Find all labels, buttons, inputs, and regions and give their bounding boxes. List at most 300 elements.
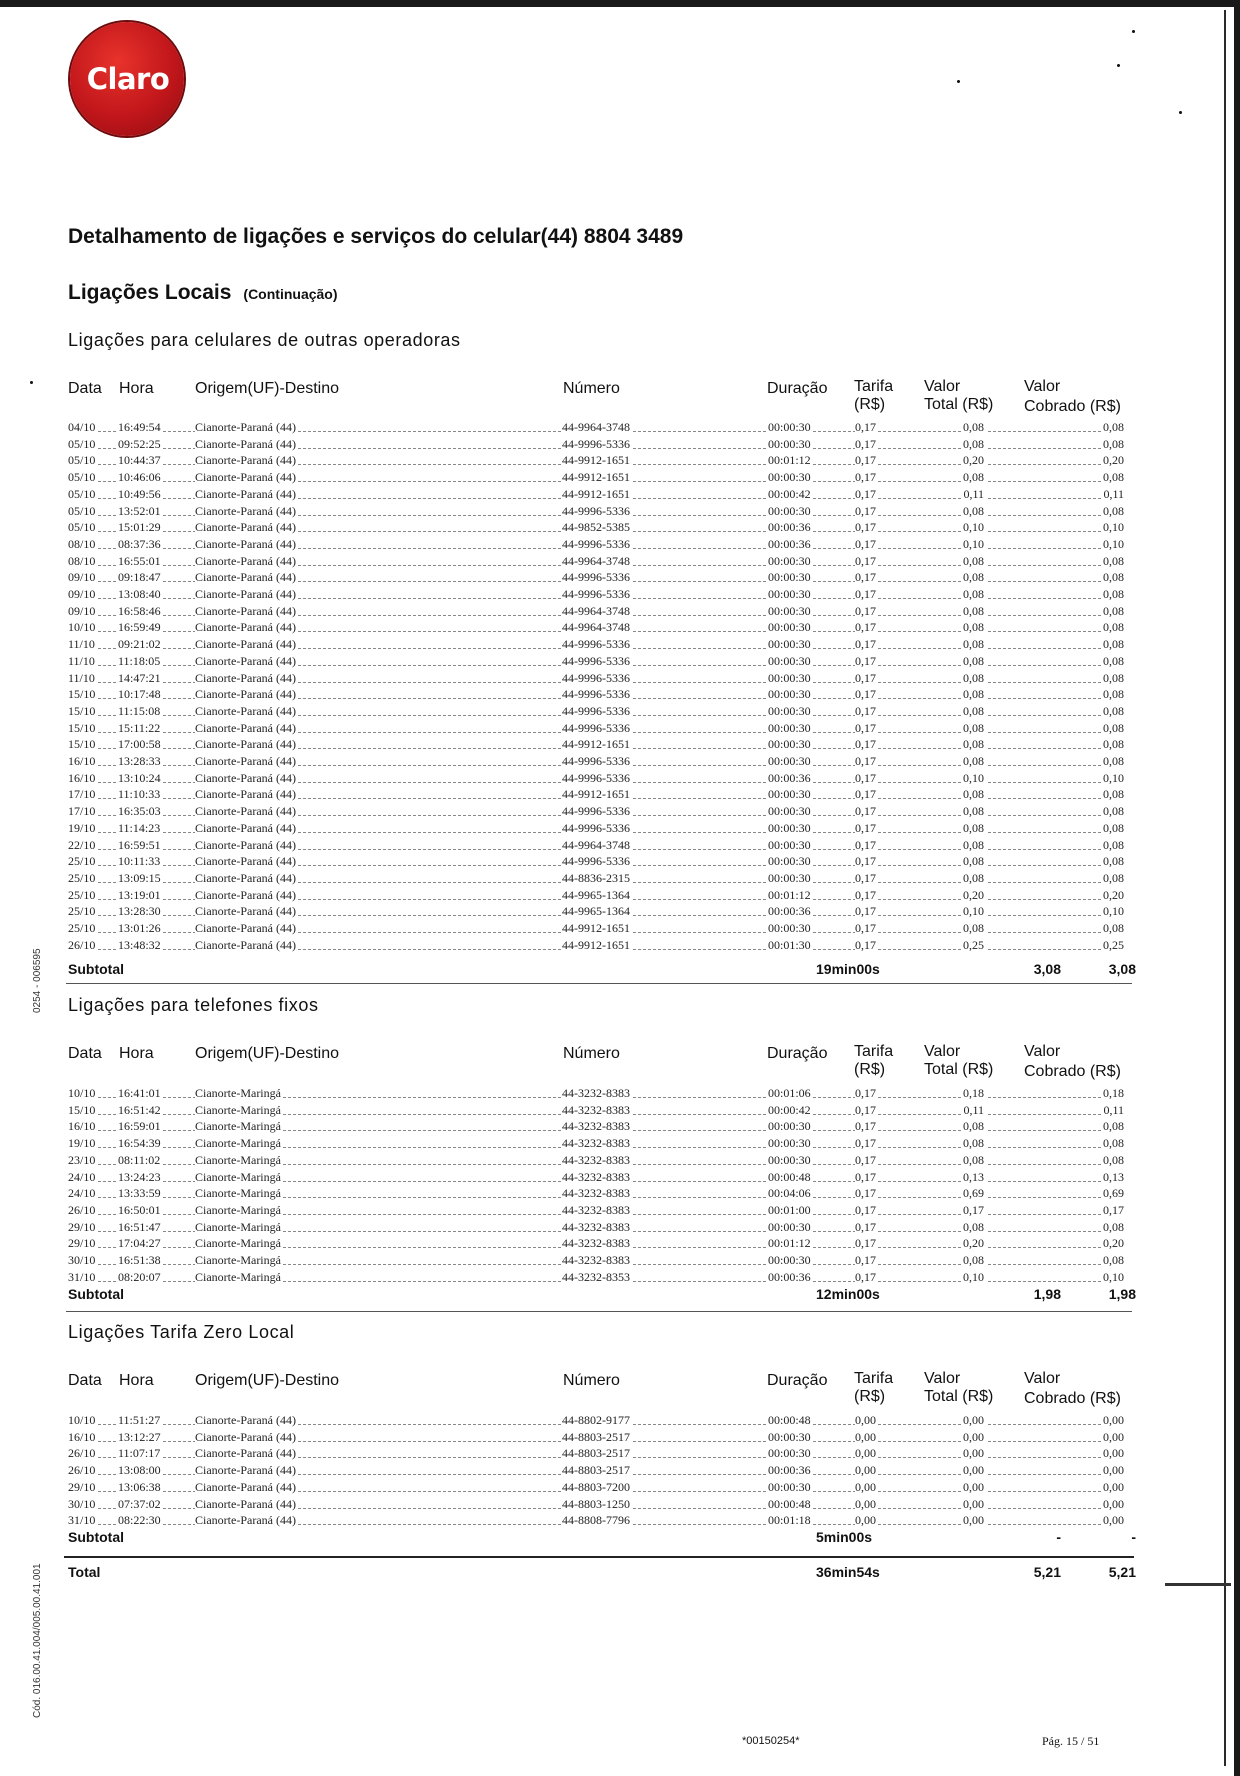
cell-origin: Cianorte-Paraná (44): [195, 453, 296, 468]
cell-date: 17/10: [68, 804, 96, 819]
side-code-upper: 0254 - 006595: [32, 948, 43, 1013]
cell-time: 11:51:27: [118, 1413, 161, 1427]
cell-charged: 0,11: [1103, 486, 1124, 501]
cell-total: 0,08: [963, 670, 984, 685]
group-title: Ligações para celulares de outras operadoras: [68, 330, 461, 350]
cell-date: 15/10: [68, 687, 96, 702]
cell-time: 16:50:01: [118, 1202, 161, 1217]
cell-number: 44-8803-2517: [562, 1463, 630, 1478]
cell-charged: 0,08: [1103, 670, 1124, 685]
cell-total: 0,08: [963, 653, 984, 668]
cell-origin: Cianorte-Paraná (44): [195, 870, 296, 885]
cell-duration: 00:00:30: [768, 1253, 811, 1267]
cell-charged: 0,20: [1103, 453, 1124, 468]
cell-origin: Cianorte-Paraná (44): [195, 754, 296, 768]
cell-total: 0,00: [963, 1496, 984, 1511]
cell-time: 13:28:33: [118, 754, 161, 768]
cell-date: 10/10: [68, 620, 96, 635]
scan-border-right-inner: [1224, 10, 1226, 1766]
cell-date: 10/10: [68, 1086, 96, 1100]
table-row: [68, 437, 1126, 453]
cell-duration: 00:00:30: [768, 870, 811, 885]
cell-time: 09:21:02: [118, 637, 161, 652]
cell-number: 44-9996-5336: [562, 653, 630, 668]
cell-date: 25/10: [68, 854, 96, 869]
side-code-lower: Cód. 016.00.41.004/005.00.41.001: [32, 1563, 43, 1718]
cell-total: 0,08: [963, 637, 984, 652]
cell-date: 26/10: [68, 1446, 96, 1461]
cell-origin: Cianorte-Paraná (44): [195, 687, 296, 702]
table-row: [68, 520, 1126, 536]
cell-time: 16:58:46: [118, 603, 161, 618]
cell-charged: 0,08: [1103, 854, 1124, 869]
cell-origin: Cianorte-Paraná (44): [195, 1513, 296, 1528]
cell-time: 15:11:22: [118, 720, 161, 735]
footer-barcode-text: *00150254*: [742, 1735, 800, 1747]
cell-number: 44-3232-8353: [562, 1269, 630, 1284]
table-row: [68, 938, 1126, 954]
header-duration: Duração: [767, 380, 828, 397]
cell-time: 08:11:02: [118, 1152, 161, 1167]
cell-date: 25/10: [68, 887, 96, 902]
cell-rate: 0,00: [855, 1413, 876, 1427]
cell-charged: 0,08: [1103, 570, 1124, 585]
cell-rate: 0,17: [855, 904, 876, 919]
cell-duration: 00:01:12: [768, 453, 811, 468]
header-rate: Tarifa: [854, 1370, 894, 1387]
table-row: [68, 604, 1126, 620]
cell-rate: 0,17: [855, 587, 876, 601]
cell-origin: Cianorte-Maringá: [195, 1269, 281, 1284]
header-date: Data: [68, 380, 102, 397]
table-row: [68, 1170, 1126, 1186]
subtotal-charged: 3,08: [1108, 961, 1136, 977]
cell-charged: 0,00: [1103, 1513, 1124, 1528]
table-row: [68, 587, 1126, 603]
cell-date: 24/10: [68, 1186, 96, 1201]
cell-number: 44-3232-8383: [562, 1219, 630, 1234]
cell-time: 11:07:17: [118, 1446, 161, 1461]
cell-duration: 00:01:12: [768, 887, 811, 902]
table-row: [68, 721, 1126, 737]
cell-total: 0,11: [963, 486, 984, 501]
subtotal-duration: 19min00s: [816, 961, 880, 977]
cell-rate: 0,17: [855, 570, 876, 585]
cell-origin: Cianorte-Paraná (44): [195, 854, 296, 869]
table-row: [68, 821, 1126, 837]
cell-number: 44-9996-5336: [562, 637, 630, 652]
cell-rate: 0,17: [855, 921, 876, 935]
cell-rate: 0,17: [855, 653, 876, 668]
table-row: [68, 1103, 1126, 1119]
table-row: [68, 1430, 1126, 1446]
cell-charged: 0,08: [1103, 603, 1124, 618]
cell-charged: 0,08: [1103, 553, 1124, 568]
cell-date: 30/10: [68, 1496, 96, 1511]
cell-total: 0,08: [963, 470, 984, 485]
cell-duration: 00:01:12: [768, 1236, 811, 1251]
cell-origin: Cianorte-Paraná (44): [195, 637, 296, 652]
cell-total: 0,20: [963, 887, 984, 902]
cell-origin: Cianorte-Paraná (44): [195, 603, 296, 618]
cell-total: 0,08: [963, 870, 984, 885]
cell-total: 0,08: [963, 787, 984, 802]
scan-speck: [1179, 111, 1182, 114]
cell-origin: Cianorte-Paraná (44): [195, 837, 296, 852]
cell-duration: 00:00:30: [768, 921, 811, 935]
cell-number: 44-3232-8383: [562, 1102, 630, 1117]
cell-rate: 0,17: [855, 737, 876, 752]
cell-duration: 00:00:30: [768, 1219, 811, 1234]
cell-total: 0,10: [963, 904, 984, 919]
cell-origin: Cianorte-Paraná (44): [195, 720, 296, 735]
cell-origin: Cianorte-Paraná (44): [195, 420, 296, 434]
cell-time: 07:37:02: [118, 1496, 161, 1511]
table-row: [68, 637, 1126, 653]
table-row: [68, 1153, 1126, 1169]
cell-time: 16:41:01: [118, 1086, 161, 1100]
subtotal-label: Subtotal: [68, 1529, 124, 1545]
table-row: [68, 470, 1126, 486]
cell-charged: 0,69: [1103, 1186, 1124, 1201]
cell-origin: Cianorte-Paraná (44): [195, 436, 296, 451]
cell-total: 0,08: [963, 603, 984, 618]
cell-rate: 0,17: [855, 870, 876, 885]
subtotal-label: Subtotal: [68, 961, 124, 977]
cell-number: 44-9964-3748: [562, 420, 630, 434]
cell-time: 10:46:06: [118, 470, 161, 485]
cell-time: 13:52:01: [118, 503, 161, 518]
cell-duration: 00:00:30: [768, 420, 811, 434]
cell-number: 44-9912-1651: [562, 470, 630, 485]
cell-total: 0,08: [963, 420, 984, 434]
table-row: [68, 871, 1126, 887]
cell-time: 13:10:24: [118, 770, 161, 785]
cell-time: 16:59:51: [118, 837, 161, 852]
header-total: Valor: [924, 1370, 961, 1387]
cell-number: 44-9996-5336: [562, 703, 630, 718]
cell-date: 16/10: [68, 1429, 96, 1444]
cell-origin: Cianorte-Maringá: [195, 1202, 281, 1217]
cell-duration: 00:00:30: [768, 854, 811, 869]
total-rule: [64, 1556, 1134, 1558]
table-row: [68, 1086, 1126, 1102]
cell-time: 13:12:27: [118, 1429, 161, 1444]
cell-time: 08:20:07: [118, 1269, 161, 1284]
cell-duration: 00:00:42: [768, 486, 811, 501]
header-time: Hora: [119, 380, 154, 397]
cell-charged: 0,10: [1103, 520, 1124, 535]
header-charged: Valor: [1024, 378, 1061, 395]
cell-date: 05/10: [68, 486, 96, 501]
cell-rate: 0,17: [855, 1186, 876, 1201]
table-row: [68, 921, 1126, 937]
cell-total: 0,08: [963, 1253, 984, 1267]
cell-duration: 00:00:36: [768, 536, 811, 551]
cell-number: 44-9996-5336: [562, 436, 630, 451]
cell-total: 0,08: [963, 1219, 984, 1234]
document-title: Detalhamento de ligações e serviços do celular(44) 8804 3489: [68, 225, 684, 248]
cell-origin: Cianorte-Paraná (44): [195, 670, 296, 685]
cell-total: 0,08: [963, 553, 984, 568]
subtotal-charged: -: [1131, 1529, 1136, 1545]
header-total-sub: Total (R$): [924, 396, 994, 413]
cell-date: 26/10: [68, 1463, 96, 1478]
cell-time: 08:22:30: [118, 1513, 161, 1528]
table-row: [68, 570, 1126, 586]
cell-time: 11:10:33: [118, 787, 161, 802]
cell-origin: Cianorte-Paraná (44): [195, 1413, 296, 1427]
cell-duration: 00:00:30: [768, 703, 811, 718]
cell-duration: 00:00:30: [768, 653, 811, 668]
cell-total: 0,00: [963, 1479, 984, 1494]
cell-date: 31/10: [68, 1269, 96, 1284]
cell-origin: Cianorte-Paraná (44): [195, 820, 296, 835]
cell-charged: 0,00: [1103, 1496, 1124, 1511]
header-rate-unit: (R$): [854, 396, 886, 413]
header-number: Número: [563, 1372, 620, 1389]
cell-date: 15/10: [68, 720, 96, 735]
side-mark-line: [1165, 1583, 1231, 1586]
cell-total: 0,08: [963, 570, 984, 585]
table-row: [68, 1513, 1126, 1529]
cell-duration: 00:00:42: [768, 1102, 811, 1117]
header-rate-unit: (R$): [854, 1388, 886, 1405]
header-time: Hora: [119, 1045, 154, 1062]
cell-date: 26/10: [68, 937, 96, 952]
cell-total: 0,08: [963, 737, 984, 752]
cell-duration: 00:00:30: [768, 820, 811, 835]
cell-duration: 00:00:30: [768, 787, 811, 802]
header-charged: Valor: [1024, 1370, 1061, 1387]
cell-charged: 0,08: [1103, 587, 1124, 601]
cell-origin: Cianorte-Paraná (44): [195, 503, 296, 518]
cell-total: 0,08: [963, 854, 984, 869]
cell-charged: 0,08: [1103, 837, 1124, 852]
cell-rate: 0,17: [855, 770, 876, 785]
table-row: [68, 554, 1126, 570]
cell-number: 44-9996-5336: [562, 720, 630, 735]
cell-duration: 00:01:30: [768, 937, 811, 952]
cell-duration: 00:00:30: [768, 503, 811, 518]
cell-rate: 0,00: [855, 1479, 876, 1494]
subtotal-duration: 12min00s: [816, 1286, 880, 1302]
table-row: [68, 1119, 1126, 1135]
cell-origin: Cianorte-Paraná (44): [195, 904, 296, 919]
cell-origin: Cianorte-Paraná (44): [195, 804, 296, 819]
total-charged: 5,21: [1108, 1564, 1136, 1580]
scan-speck: [1117, 64, 1120, 67]
table-row: [68, 1236, 1126, 1252]
cell-total: 0,08: [963, 436, 984, 451]
cell-total: 0,00: [963, 1513, 984, 1528]
cell-origin: Cianorte-Paraná (44): [195, 1429, 296, 1444]
cell-number: 44-9996-5336: [562, 536, 630, 551]
cell-time: 16:59:01: [118, 1119, 161, 1134]
cell-duration: 00:00:30: [768, 1479, 811, 1494]
cell-duration: 00:00:30: [768, 470, 811, 485]
cell-duration: 00:00:30: [768, 553, 811, 568]
cell-origin: Cianorte-Maringá: [195, 1219, 281, 1234]
header-charged-sub: Cobrado (R$): [1024, 1390, 1121, 1407]
cell-number: 44-9964-3748: [562, 620, 630, 635]
cell-charged: 0,00: [1103, 1446, 1124, 1461]
cell-date: 08/10: [68, 536, 96, 551]
header-number: Número: [563, 1045, 620, 1062]
cell-charged: 0,25: [1103, 937, 1124, 952]
cell-charged: 0,00: [1103, 1429, 1124, 1444]
cell-number: 44-8803-2517: [562, 1446, 630, 1461]
cell-origin: Cianorte-Maringá: [195, 1186, 281, 1201]
scan-speck: [1132, 30, 1135, 33]
cell-total: 0,08: [963, 620, 984, 635]
cell-total: 0,08: [963, 720, 984, 735]
cell-number: 44-3232-8383: [562, 1169, 630, 1184]
cell-rate: 0,17: [855, 1236, 876, 1251]
cell-charged: 0,10: [1103, 904, 1124, 919]
cell-origin: Cianorte-Paraná (44): [195, 703, 296, 718]
cell-date: 09/10: [68, 603, 96, 618]
cell-time: 13:09:15: [118, 870, 161, 885]
cell-date: 05/10: [68, 503, 96, 518]
table-row: [68, 854, 1126, 870]
cell-rate: 0,17: [855, 520, 876, 535]
cell-number: 44-9852-5385: [562, 520, 630, 535]
cell-total: 0,17: [963, 1202, 984, 1217]
cell-charged: 0,11: [1103, 1102, 1124, 1117]
cell-number: 44-3232-8383: [562, 1086, 630, 1100]
cell-date: 09/10: [68, 570, 96, 585]
cell-date: 05/10: [68, 470, 96, 485]
cell-date: 23/10: [68, 1152, 96, 1167]
cell-charged: 0,08: [1103, 1253, 1124, 1267]
cell-total: 0,00: [963, 1463, 984, 1478]
cell-number: 44-3232-8383: [562, 1236, 630, 1251]
total-value: 5,21: [1033, 1564, 1061, 1580]
cell-time: 16:49:54: [118, 420, 161, 434]
cell-number: 44-8836-2315: [562, 870, 630, 885]
cell-duration: 00:00:48: [768, 1169, 811, 1184]
cell-time: 10:11:33: [118, 854, 161, 869]
cell-number: 44-9965-1364: [562, 887, 630, 902]
cell-origin: Cianorte-Paraná (44): [195, 937, 296, 952]
cell-duration: 00:00:30: [768, 837, 811, 852]
cell-rate: 0,17: [855, 1169, 876, 1184]
cell-time: 13:24:23: [118, 1169, 161, 1184]
cell-date: 29/10: [68, 1479, 96, 1494]
cell-number: 44-8802-9177: [562, 1413, 630, 1427]
cell-time: 17:00:58: [118, 737, 161, 752]
cell-number: 44-9964-3748: [562, 837, 630, 852]
cell-rate: 0,17: [855, 670, 876, 685]
cell-date: 11/10: [68, 637, 95, 652]
cell-charged: 0,20: [1103, 1236, 1124, 1251]
cell-duration: 00:00:30: [768, 754, 811, 768]
header-total: Valor: [924, 1043, 961, 1060]
cell-origin: Cianorte-Maringá: [195, 1236, 281, 1251]
cell-origin: Cianorte-Paraná (44): [195, 787, 296, 802]
cell-charged: 0,08: [1103, 637, 1124, 652]
subtotal-rule: [66, 983, 1132, 984]
group-title: Ligações Tarifa Zero Local: [68, 1322, 295, 1342]
subtotal-label: Subtotal: [68, 1286, 124, 1302]
cell-rate: 0,00: [855, 1463, 876, 1478]
cell-date: 26/10: [68, 1202, 96, 1217]
cell-date: 05/10: [68, 436, 96, 451]
cell-time: 16:51:38: [118, 1253, 161, 1267]
header-rate-unit: (R$): [854, 1061, 886, 1078]
cell-rate: 0,17: [855, 754, 876, 768]
cell-rate: 0,00: [855, 1496, 876, 1511]
cell-origin: Cianorte-Paraná (44): [195, 553, 296, 568]
cell-duration: 00:00:30: [768, 670, 811, 685]
cell-origin: Cianorte-Paraná (44): [195, 587, 296, 601]
cell-date: 09/10: [68, 587, 96, 601]
table-row: [68, 838, 1126, 854]
cell-rate: 0,17: [855, 854, 876, 869]
cell-origin: Cianorte-Paraná (44): [195, 887, 296, 902]
cell-rate: 0,17: [855, 1086, 876, 1100]
cell-total: 0,69: [963, 1186, 984, 1201]
cell-number: 44-9996-5336: [562, 820, 630, 835]
cell-rate: 0,17: [855, 887, 876, 902]
table-row: [68, 888, 1126, 904]
cell-total: 0,20: [963, 453, 984, 468]
cell-duration: 00:00:30: [768, 570, 811, 585]
cell-duration: 00:00:30: [768, 720, 811, 735]
cell-time: 09:18:47: [118, 570, 161, 585]
scan-speck: [957, 80, 960, 83]
cell-rate: 0,17: [855, 937, 876, 952]
cell-duration: 00:00:36: [768, 904, 811, 919]
cell-origin: Cianorte-Maringá: [195, 1102, 281, 1117]
cell-time: 13:01:26: [118, 921, 161, 935]
table-row: [68, 1136, 1126, 1152]
cell-total: 0,08: [963, 754, 984, 768]
cell-total: 0,20: [963, 1236, 984, 1251]
cell-time: 16:54:39: [118, 1136, 161, 1151]
cell-time: 13:19:01: [118, 887, 161, 902]
cell-date: 25/10: [68, 904, 96, 919]
header-origin: Origem(UF)-Destino: [195, 380, 340, 397]
cell-origin: Cianorte-Paraná (44): [195, 737, 296, 752]
table-row: [68, 1413, 1126, 1429]
cell-charged: 0,08: [1103, 737, 1124, 752]
section-title: [68, 281, 338, 305]
cell-rate: 0,17: [855, 687, 876, 702]
cell-total: 0,08: [963, 820, 984, 835]
cell-number: 44-3232-8383: [562, 1119, 630, 1134]
cell-time: 11:15:08: [118, 703, 161, 718]
cell-total: 0,08: [963, 687, 984, 702]
cell-rate: 0,17: [855, 637, 876, 652]
cell-charged: 0,08: [1103, 1152, 1124, 1167]
cell-charged: 0,08: [1103, 436, 1124, 451]
cell-number: 44-9996-5336: [562, 570, 630, 585]
cell-duration: 00:00:30: [768, 587, 811, 601]
header-time: Hora: [119, 1372, 154, 1389]
cell-charged: 0,00: [1103, 1413, 1124, 1427]
cell-charged: 0,08: [1103, 804, 1124, 819]
cell-rate: 0,17: [855, 1102, 876, 1117]
header-rate: Tarifa: [854, 378, 894, 395]
cell-number: 44-3232-8383: [562, 1136, 630, 1151]
cell-time: 16:51:47: [118, 1219, 161, 1234]
cell-date: 31/10: [68, 1513, 96, 1528]
cell-total: 0,00: [963, 1413, 984, 1427]
cell-number: 44-9996-5336: [562, 754, 630, 768]
cell-total: 0,08: [963, 804, 984, 819]
